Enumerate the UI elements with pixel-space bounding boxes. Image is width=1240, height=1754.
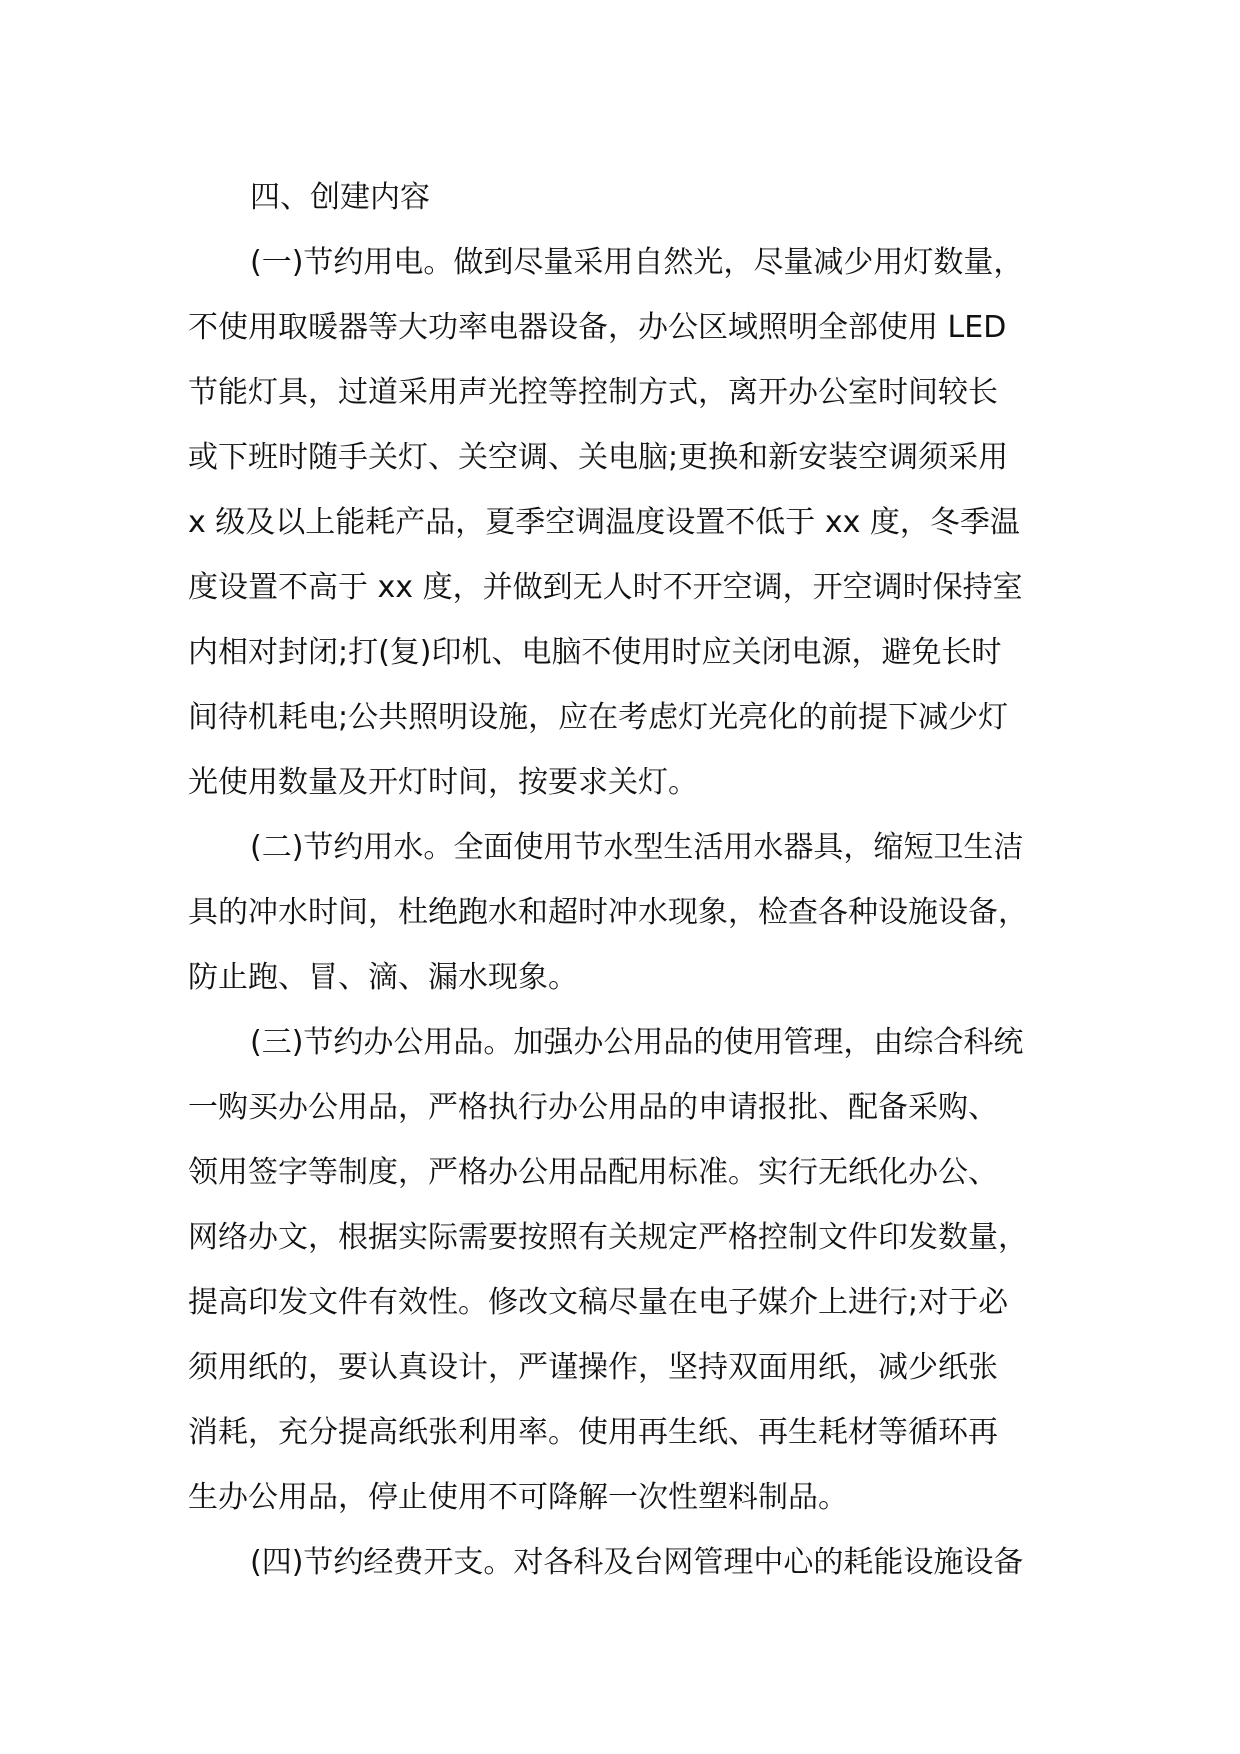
paragraph-line: 间待机耗电;公共照明设施，应在考虑灯光亮化的前提下减少灯 <box>188 700 1009 735</box>
paragraph-line: 内相对封闭;打(复)印机、电脑不使用时应关闭电源，避免长时 <box>188 635 1002 670</box>
paragraph-line: (四)节约经费开支。对各科及台网管理中心的耗能设施设备 <box>250 1545 1024 1580</box>
paragraph-line: 网络办文，根据实际需要按照有关规定严格控制文件印发数量， <box>188 1220 1028 1255</box>
paragraph-line: 度设置不高于 xx 度，并做到无人时不开空调，开空调时保持室 <box>188 570 1023 605</box>
paragraph-line: 须用纸的，要认真设计，严谨操作，坚持双面用纸，减少纸张 <box>188 1350 998 1385</box>
paragraph-line: 或下班时随手关灯、关空调、关电脑;更换和新安装空调须采用 <box>188 440 1009 475</box>
paragraph-line: 领用签字等制度，严格办公用品配用标准。实行无纸化办公、 <box>188 1155 998 1190</box>
paragraph-line: 不使用取暖器等大功率电器设备，办公区域照明全部使用 LED <box>188 310 1007 345</box>
section-heading: 四、创建内容 <box>250 180 430 215</box>
paragraph-line: 节能灯具，过道采用声光控等控制方式，离开办公室时间较长 <box>188 375 998 410</box>
document-body <box>188 165 1088 1595</box>
paragraph-line: 消耗，充分提高纸张利用率。使用再生纸、再生耗材等循环再 <box>188 1415 998 1450</box>
paragraph-line: 生办公用品，停止使用不可降解一次性塑料制品。 <box>188 1480 848 1515</box>
paragraph-line: 具的冲水时间，杜绝跑水和超时冲水现象，检查各种设施设备， <box>188 895 1028 930</box>
paragraph-line: (二)节约用水。全面使用节水型生活用水器具，缩短卫生洁 <box>250 830 1024 865</box>
paragraph-line: 防止跑、冒、滴、漏水现象。 <box>188 960 578 995</box>
paragraph-line: 提高印发文件有效性。修改文稿尽量在电子媒介上进行;对于必 <box>188 1285 1009 1320</box>
paragraph-line: x 级及以上能耗产品，夏季空调温度设置不低于 xx 度，冬季温 <box>188 505 1020 540</box>
paragraph-line: (三)节约办公用品。加强办公用品的使用管理，由综合科统 <box>250 1025 1024 1060</box>
paragraph-line: 光使用数量及开灯时间，按要求关灯。 <box>188 765 698 800</box>
paragraph-line: (一)节约用电。做到尽量采用自然光，尽量减少用灯数量， <box>250 245 1024 280</box>
paragraph-line: 一购买办公用品，严格执行办公用品的申请报批、配备采购、 <box>188 1090 998 1125</box>
